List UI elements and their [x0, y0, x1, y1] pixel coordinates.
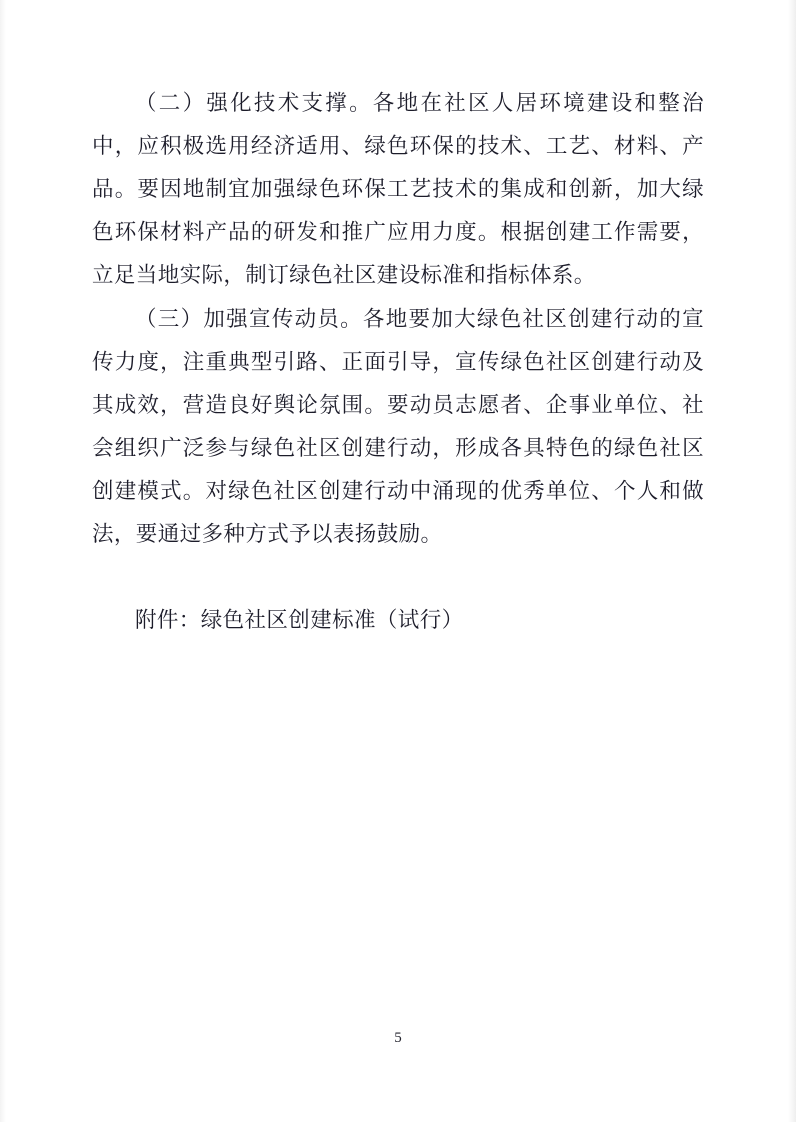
page-left-edge-shadow	[0, 0, 6, 1122]
paragraph-three: （三）加强宣传动员。各地要加大绿色社区创建行动的宣传力度，注重典型引路、正面引导，宣传绿色社区创建行动及其成效，营造良好舆论氛围。要动员志愿者、企事业单位、社会组织广泛参与绿色社区创建行动，形成各具特色的绿色社区创建模式。对绿色社区创建行动中涌现的优秀单位、个人和做法，要通过多种方式予以表扬鼓励。	[92, 307, 704, 546]
page-content	[92, 82, 704, 642]
attachment-line: 附件：绿色社区创建标准（试行）	[135, 608, 464, 632]
page-right-edge-shadow	[788, 0, 796, 1122]
page-number: 5	[394, 1030, 402, 1046]
paragraph-two: （二）强化技术支撑。各地在社区人居环境建设和整治中，应积极选用经济适用、绿色环保的技术、工艺、材料、产品。要因地制宜加强绿色环保工艺技术的集成和创新，加大绿色环保材料产品的研发和推广应用力度。根据创建工作需要，立足当地实际，制订绿色社区建设标准和指标体系。	[92, 91, 704, 287]
